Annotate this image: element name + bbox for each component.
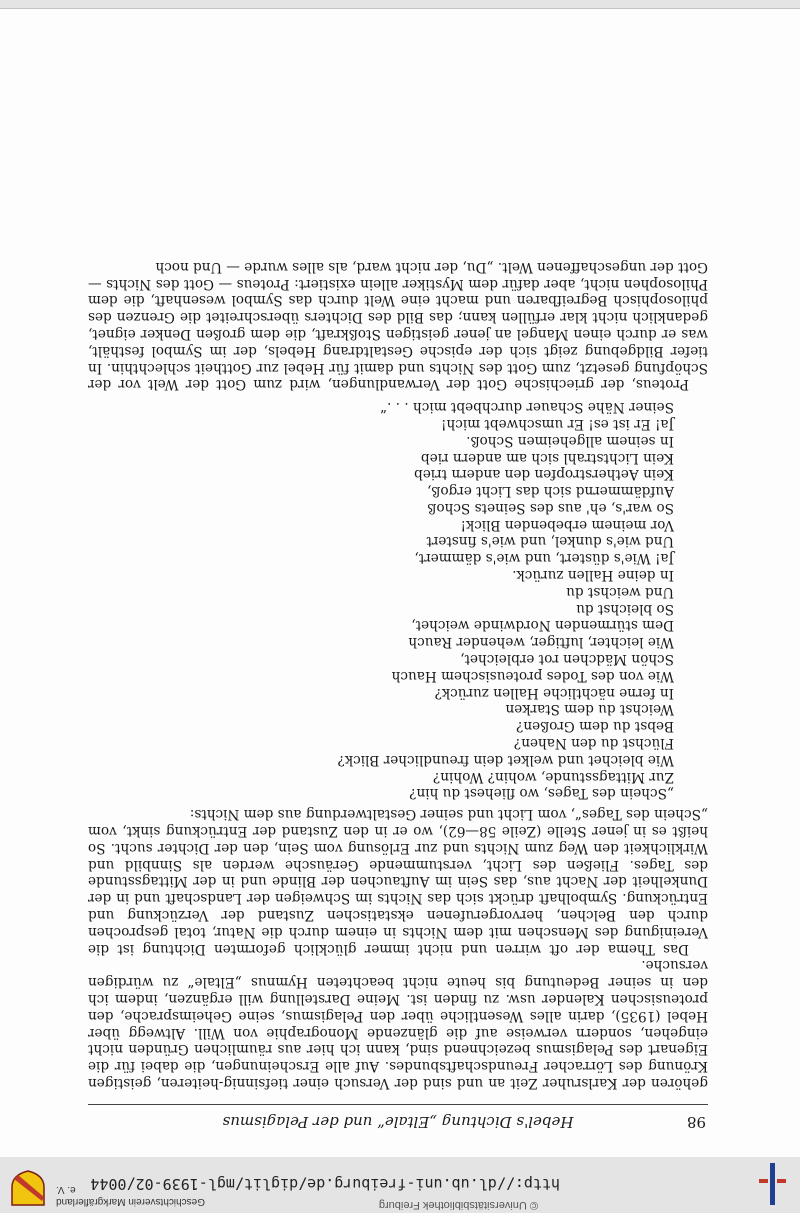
poem-line: Und weichst du (566, 583, 674, 600)
poem-line: Ja! Er ist es! Er umschwebt mich! (441, 415, 674, 432)
paragraph: Proteus, der griechische Gott der Verwandlungen, wird zum Gott der Welt vor der Schöpfung gesetzt, zum Gott des Nichts und damit für Hebel zur Gottheit schlechthin. In tiefer Bildgebung zeigt sich der epische Gestaltdrang Hebels, der im Symbol festhält, was er durch einen Mangel an jener geistigen Stoßkraft, die dem großen Denker eignet, gedanklich nicht klar erfüllen kann; das Bild des Dichters überschreitet die Grenzen des philosophisch Begreifbaren und macht eine Welt durch das Symbol wesenhaft, die dem Philosophen nicht, aber dafür dem Mystiker allein existiert: Proteus — Gott des Nichts — Gott der ungeschaffenen Welt. „Du, der nicht ward, als alles wurde — Und noch (88, 258, 708, 393)
crest-icon (8, 1169, 48, 1209)
poem-line: Zur Mittagsstunde, wohin? Wohin? (433, 768, 674, 785)
association-name: Geschichtsverein Markgräflerland e. V. (56, 1184, 205, 1207)
poem-line: So war's, eh' aus des Seinets Schoß (427, 499, 674, 516)
poem-line: Seiner Nähe Schauer durchbebt mich . . .“ (380, 399, 674, 416)
poem-line: In seinem allgeheimen Schoß. (466, 432, 674, 449)
poem-line: So bleichst du (576, 600, 674, 617)
poem-line: Kein Aetherstropfen den andern trieb (414, 466, 674, 483)
poem-line: Aufdämmernd sich das Licht ergoß, (427, 483, 674, 500)
poem-quotation (88, 398, 708, 801)
paragraph: gehören der Karlsruher Zeit an und sind der Versuch einer tiefsinnig-heiteren, geistigen Krönung des Lörracher Freundschaftsbundes. Auf alle Erscheinungen, die dabei für die Eigenart des Pelagismus bezeichnend sind, kann ich hier aus räumlichen Gründen nicht eingehen, sondern verweise auf die glänzende Monographie von Will. Altwegg über Hebel (1935), darin alles Wesentliche über den Pelagismus, seine Geheimsprache, den proteusischen Kalender usw. zu finden ist. Meine Darstellung will ergänzen, indem ich den in seiner Bedeutung bis heute nicht beachteten Hymnus „Eltale“ zu würdigen versuche. (88, 957, 708, 1091)
book-page (0, 9, 800, 1157)
poem-line: Bebst du dem Großen? (516, 718, 674, 735)
poem-line: Flüchst du den Nahen? (513, 735, 674, 752)
poem-line: Vor meinem erbebenden Blick! (460, 516, 674, 533)
poem-line: Wie bleichet und welket dein freundlicher Blick? (337, 751, 674, 768)
running-head: Hebel's Dichtung „Eltale“ und der Pelagismus (222, 1113, 574, 1131)
poem-line: Und wie's dunkel, und wie's finstert (426, 533, 674, 550)
page-header (90, 1109, 706, 1131)
source-url[interactable]: http://dl.ub.uni-freiburg.de/diglit/mgl-1939-02/0044 (90, 1175, 560, 1193)
poem-line: Weichst du dem Starken (505, 701, 674, 718)
page-number: 98 (686, 1113, 706, 1131)
viewer-banner (0, 1156, 800, 1213)
poem-line: Wie leichter, luftiger, wehender Rauch (408, 634, 674, 651)
viewer-footer-strip (0, 0, 800, 9)
header-rule (88, 1104, 708, 1105)
copyright-notice: © Universitätsbibliothek Freiburg (378, 1199, 538, 1211)
page-body (88, 258, 708, 1091)
poem-line: Schön Mädchen rot erbleichet, (460, 651, 674, 668)
poem-line: Dem stürmenden Nordwinde weichet, (411, 617, 674, 634)
library-logo-icon (750, 1163, 790, 1205)
poem-line: In ferne nächtliche Hallen zurück? (434, 684, 674, 701)
poem-line: Ja! Wie's düstert, und wie's dämmert, (414, 550, 674, 567)
poem-line: In deine Hallen zurück. (512, 567, 674, 584)
poem-line: Kein Lichtstrahl sich am andern rieb (420, 449, 674, 466)
poem-line: Wie von des Todes proteusischem Hauch (391, 667, 674, 684)
poem-line: „Schein des Tages, wo fliehest du hin? (409, 785, 674, 802)
paragraph: Das Thema der oft wirren und nicht immer glücklich geformten Dichtung ist die Vereinigung des Menschen mit dem Nichts in einem durch die Natur, total gesprochen durch den Belchen, hervorgerufenen ekstatischen Zustand der Verzückung und Entrückung. Symbolhaft drückt sich das Nichts im Schweigen der Landschaft und in der Dunkelheit der Nacht aus, das Sein im Auftauchen der Blinde und in der Mittagsstunde des Tages. Fließen des Licht, verstummende Geräusche werden als Sinnbild und Wirklichkeit den Weg zum Nichts und zur Erlösung vom Sein, den der Dichter sucht. So heißt es in jener Stelle (Zeile 58—62), wo er in den Zustand der Entrückung sinkt, vom „Schein des Tages“, vom Licht und seiner Gestaltwerdung aus dem Nichts: (88, 806, 708, 957)
